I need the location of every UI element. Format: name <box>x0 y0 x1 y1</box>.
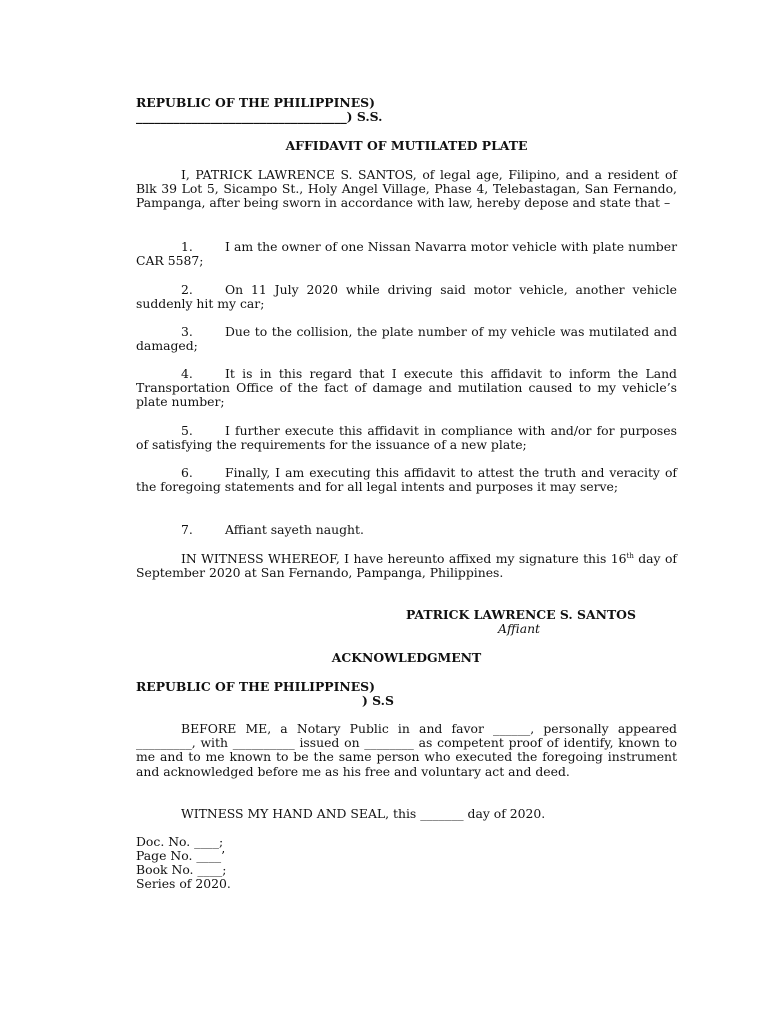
book-number: Book No. ____; <box>136 862 227 877</box>
list-item <box>136 523 677 537</box>
list-item <box>136 283 677 311</box>
signatory-name: PATRICK LAWRENCE S. SANTOS <box>406 607 636 622</box>
witness-paragraph <box>136 552 677 580</box>
page-number: Page No. ____’ <box>136 848 226 863</box>
item-text: On 11 July 2020 while driving said motor vehicle, another vehicle suddenly hit my car; <box>136 282 677 312</box>
list-item <box>136 466 677 494</box>
item-number: 7. <box>181 522 193 537</box>
acknowledgment-jurisdiction: REPUBLIC OF THE PHILIPPINES) <box>136 679 375 694</box>
item-number: 5. <box>181 423 193 438</box>
item-text: I further execute this affidavit in compliance with and/or for purposes of satisfying the requirements for the issuance of a new plate; <box>136 423 677 453</box>
list-item <box>136 325 677 353</box>
venue-line: __________________________________) S.S. <box>136 109 383 124</box>
acknowledgment-ss: ) S.S <box>362 693 394 708</box>
intro-paragraph: I, PATRICK LAWRENCE S. SANTOS, of legal age, Filipino, and a resident of Blk 39 Lot 5, Sicampo St., Holy Angel Village, Phase 4, Telebastagan, San Fernando, Pampanga, after being sworn in accordance with law, hereby depose and state that – <box>136 167 677 211</box>
list-item <box>136 367 677 410</box>
seal-line: WITNESS MY HAND AND SEAL, this _______ day of 2020. <box>181 806 546 821</box>
item-number: 3. <box>181 324 193 339</box>
witness-text-start: IN WITNESS WHEREOF, I have hereunto affixed my signature this 16 <box>181 551 627 566</box>
item-number: 1. <box>181 239 193 254</box>
list-item <box>136 240 677 268</box>
signatory-role: Affiant <box>498 621 541 636</box>
acknowledgment-body: BEFORE ME, a Notary Public in and favor ______, personally appeared _________, with __________ issued on ________ as competent proof of identify, known to me and to me known to be the same person who executed the foregoing instrument and acknowledged before me as his free and voluntary act and deed. <box>136 721 677 779</box>
series-year: Series of 2020. <box>136 876 231 891</box>
item-number: 2. <box>181 282 193 297</box>
item-number: 6. <box>181 465 193 480</box>
document-title: AFFIDAVIT OF MUTILATED PLATE <box>285 138 528 153</box>
acknowledgment-title: ACKNOWLEDGMENT <box>331 650 482 665</box>
item-text: It is in this regard that I execute this affidavit to inform the Land Transportation Office of the fact of damage and mutilation caused to my vehicle’s plate number; <box>136 366 677 410</box>
witness-text-end: day of September 2020 at San Fernando, Pampanga, Philippines. <box>136 551 677 581</box>
item-number: 4. <box>181 366 193 381</box>
list-item <box>136 424 677 452</box>
item-text: Due to the collision, the plate number of my vehicle was mutilated and damaged; <box>136 324 677 354</box>
item-text: Finally, I am executing this affidavit to attest the truth and veracity of the foregoing statements and for all legal intents and purposes it may serve; <box>136 465 677 495</box>
doc-number: Doc. No. ____; <box>136 834 224 849</box>
item-text: Affiant sayeth naught. <box>225 522 364 537</box>
ordinal-suffix: th <box>626 551 634 560</box>
jurisdiction-heading: REPUBLIC OF THE PHILIPPINES) <box>136 95 375 110</box>
item-text: I am the owner of one Nissan Navarra motor vehicle with plate number CAR 5587; <box>136 239 677 269</box>
